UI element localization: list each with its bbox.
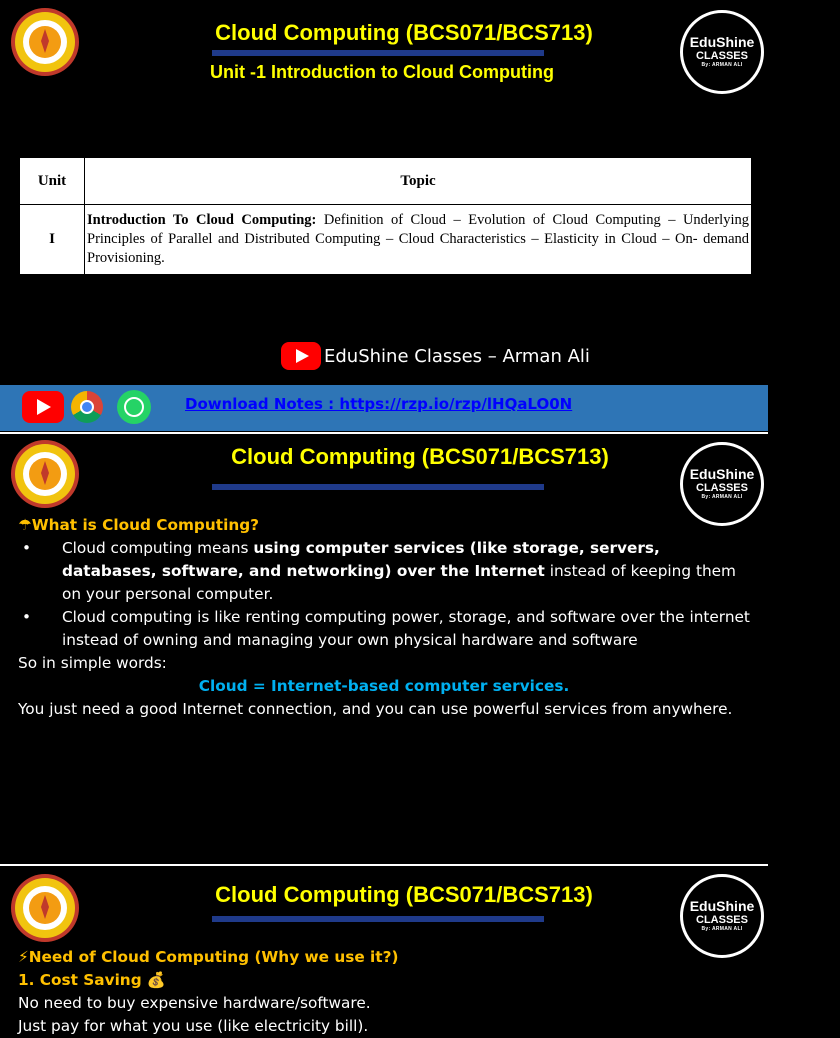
slide-1 [0, 0, 768, 432]
brand-sub: CLASSES [696, 50, 748, 62]
list-item [18, 606, 750, 652]
topic-heading: Introduction To Cloud Computing: [87, 211, 317, 228]
brand-by: By: ARMAN ALI [701, 494, 743, 500]
unit-header: Unit [19, 157, 85, 205]
bullet-text: Cloud computing is like renting computing power, storage, and software over the internet instead of owning and managing your own physical hardware and software [62, 608, 750, 649]
slide-2 [0, 434, 768, 864]
channel-name: EduShine Classes – Arman Ali [324, 346, 590, 367]
definition-line: Cloud = Internet-based computer services. [198, 677, 570, 695]
brand-name: EduShine [689, 34, 755, 50]
slide-title: Cloud Computing (BCS071/BCS713) [231, 444, 609, 469]
title-underline [212, 484, 544, 490]
point-line: No need to buy expensive hardware/software. [18, 994, 371, 1012]
title-underline [212, 50, 544, 56]
question-heading: What is Cloud Computing? [31, 516, 260, 534]
brand-name: EduShine [689, 466, 755, 482]
point-line: Just pay for what you use (like electricity bill). [18, 1017, 369, 1035]
links-strip [0, 385, 768, 431]
unit-table [18, 156, 753, 276]
slide-subtitle: Unit -1 Introduction to Cloud Computing [210, 62, 554, 82]
slide-body [18, 946, 750, 1038]
topic-text: Definition of Cloud – Evolution of Cloud Computing – Underlying Principles of Parallel and Distributed Computing – Cloud Characteristics – Elasticity in Cloud – On- demand Provisioning. [87, 211, 749, 266]
closing-text: You just need a good Internet connection, and you can use powerful services from anywhere. [18, 700, 733, 718]
simple-words: So in simple words: [18, 654, 167, 672]
slide-3 [0, 866, 768, 1035]
youtube-icon[interactable] [22, 391, 64, 423]
bullet-text: Cloud computing means [62, 539, 254, 557]
money-bag-icon: 💰 [146, 971, 166, 989]
lightning-icon: ⚡ [18, 948, 29, 966]
topic-cell [85, 205, 753, 275]
slide-title: Cloud Computing (BCS071/BCS713) [215, 20, 593, 45]
bullet-bold: using computer services (like storage, servers, databases, software, and networking) over the Internet [62, 539, 660, 580]
whatsapp-icon[interactable] [117, 390, 151, 424]
unit-number: I [19, 205, 85, 275]
slide-title: Cloud Computing (BCS071/BCS713) [215, 882, 593, 907]
list-item [18, 537, 750, 606]
topic-header: Topic [85, 157, 753, 205]
brand-by: By: ARMAN ALI [701, 62, 743, 68]
slide-body [18, 514, 750, 721]
title-underline [212, 916, 544, 922]
bullet-text: instead of keeping them on your personal computer. [62, 562, 736, 603]
point-title: 1. Cost Saving [18, 971, 142, 989]
brand-sub: CLASSES [696, 482, 748, 494]
chrome-icon[interactable] [71, 391, 103, 423]
download-notes-link[interactable]: Download Notes : https://rzp.io/rzp/lHQaLO0N [185, 395, 573, 413]
umbrella-icon: ☂ [18, 516, 32, 534]
brand-sub: CLASSES [696, 914, 748, 926]
youtube-icon[interactable] [281, 342, 321, 370]
brand-name: EduShine [689, 898, 755, 914]
bullet-list [18, 537, 750, 652]
question-heading: Need of Cloud Computing (Why we use it?) [28, 948, 399, 966]
brand-by: By: ARMAN ALI [701, 926, 743, 932]
